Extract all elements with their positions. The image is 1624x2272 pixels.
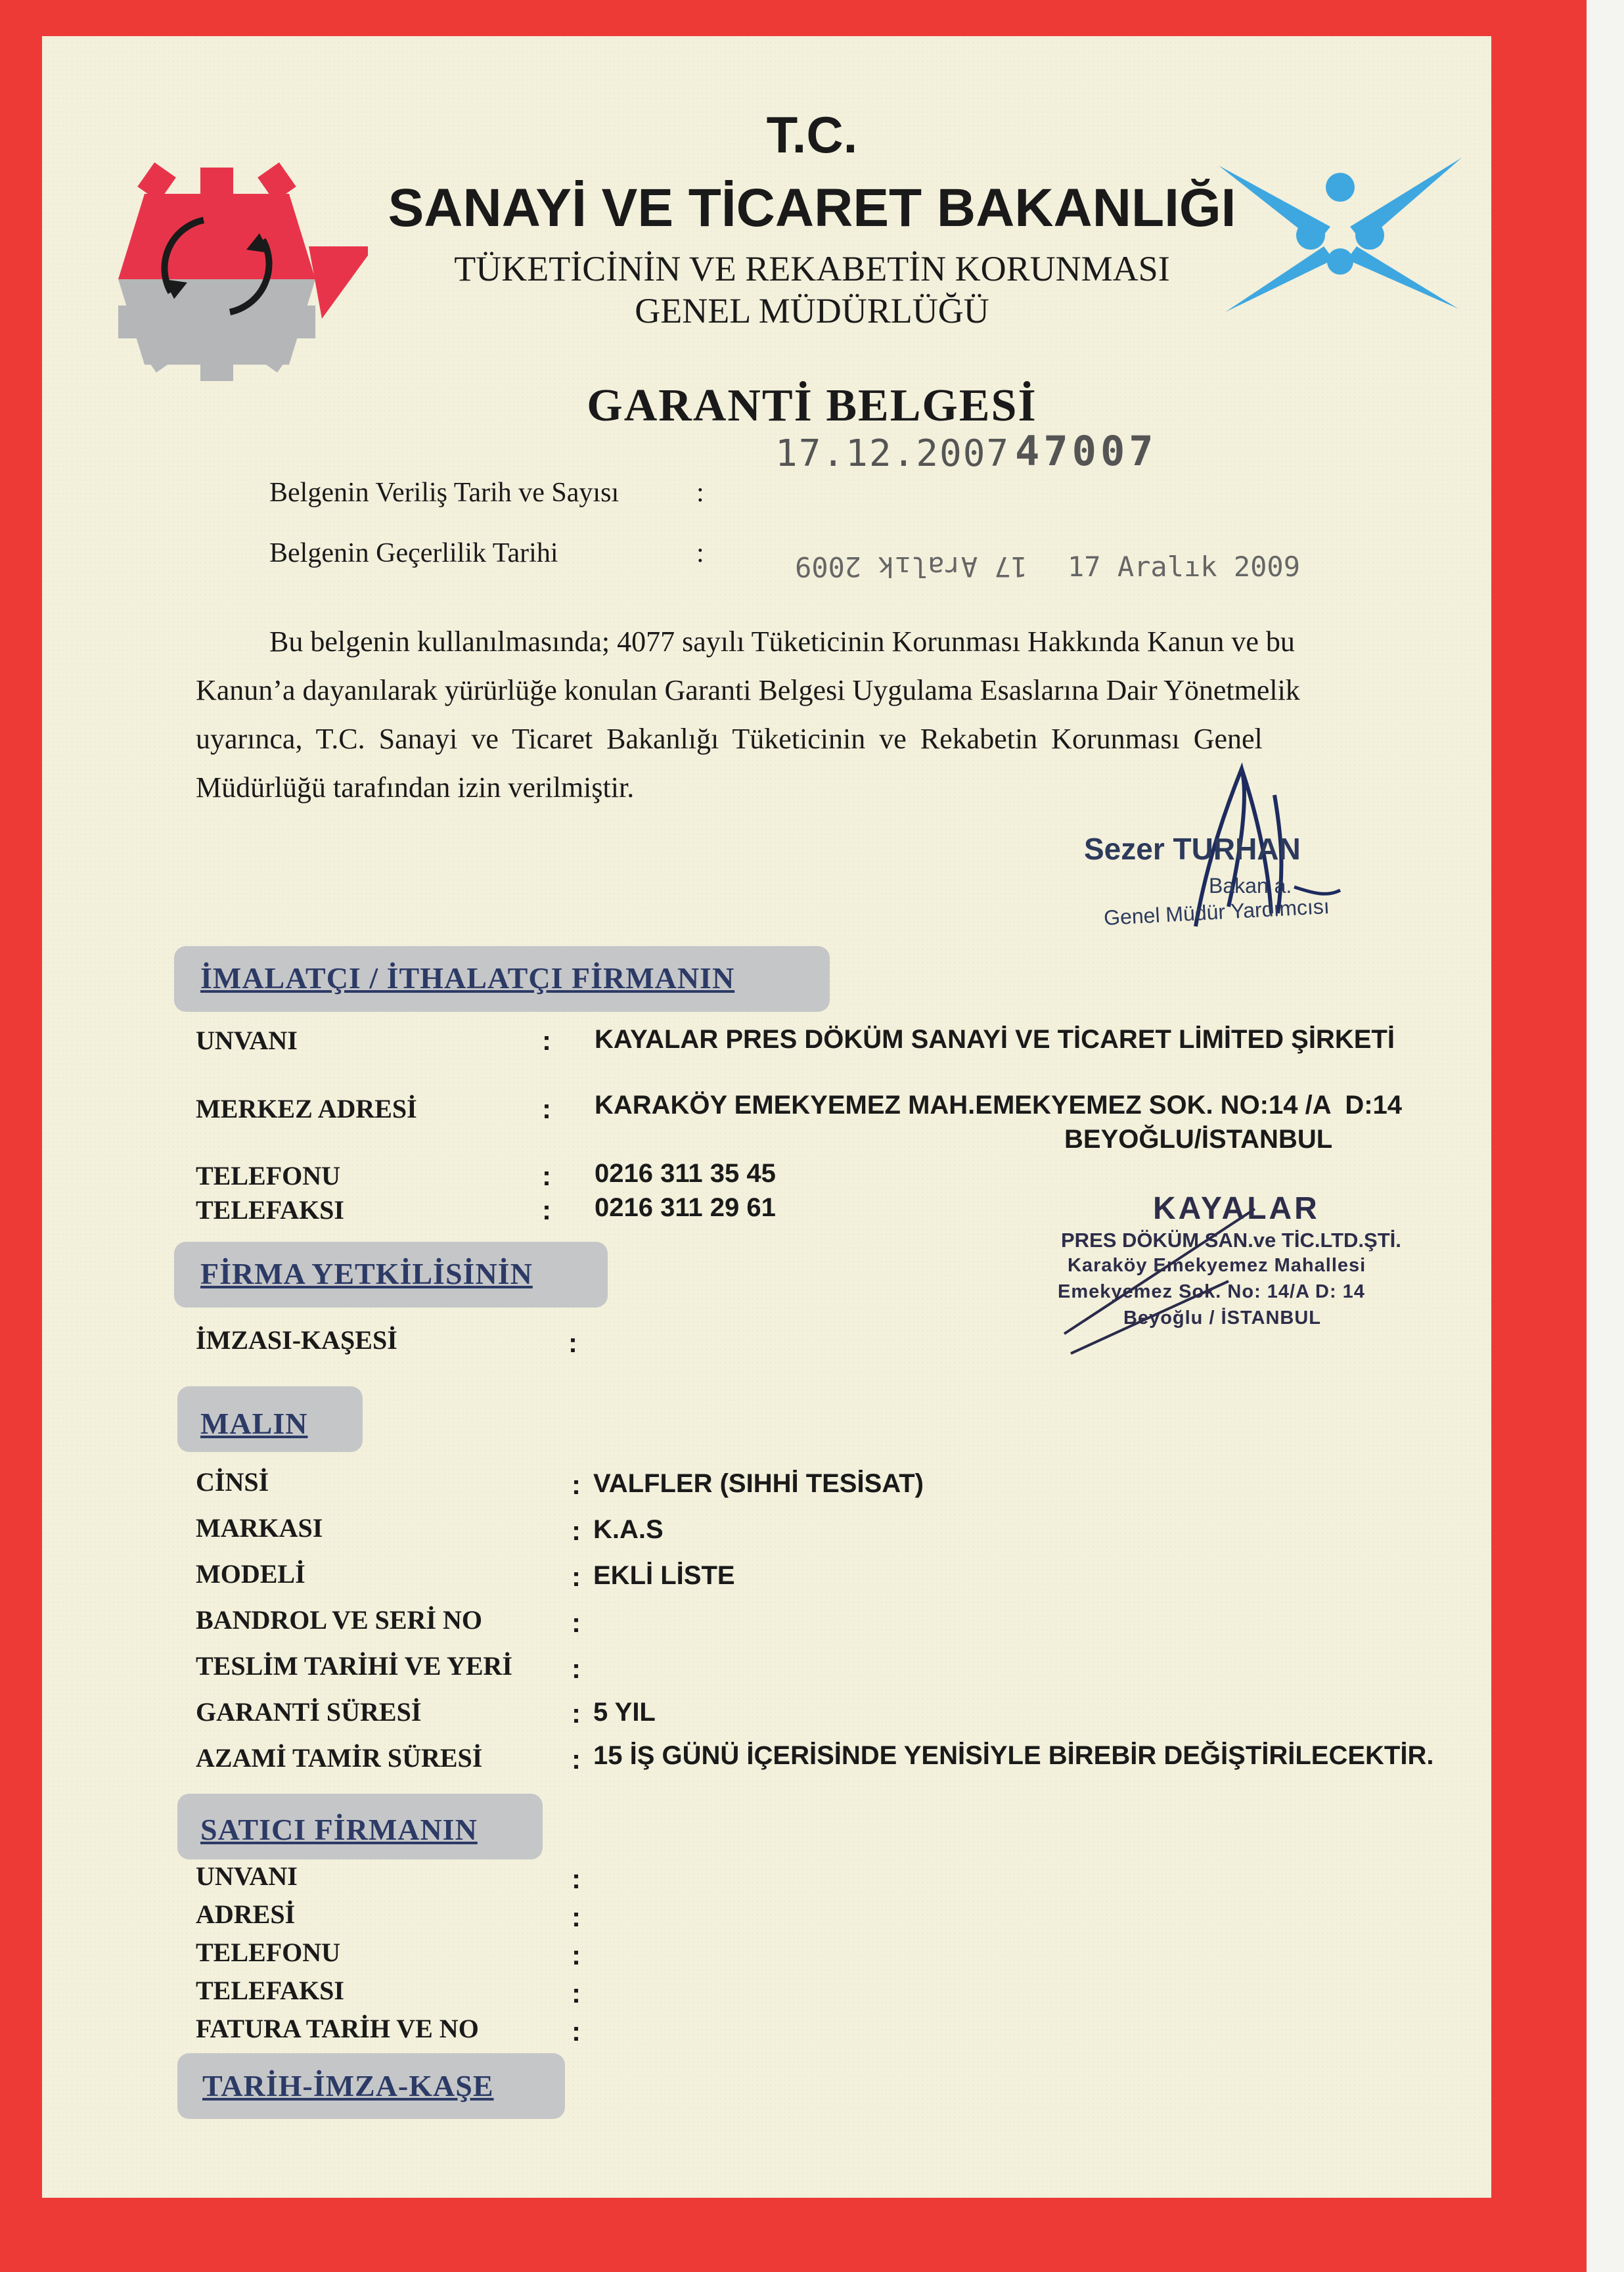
official-title-line3: Genel Müdür Yardımcısı [1103, 894, 1330, 930]
manufacturer-address-label: MERKEZ ADRESİ [196, 1094, 417, 1124]
official-title-line2: Bakan a. [1209, 874, 1292, 897]
product-delivery-colon: : [572, 1653, 581, 1684]
seller-invoice-label: FATURA TARİH VE NO [196, 2014, 479, 2043]
product-warranty-colon: : [572, 1698, 581, 1729]
seller-title-label: UNVANI [196, 1861, 298, 1891]
manufacturer-phone-value: 0216 311 35 45 [595, 1159, 776, 1188]
product-model-colon: : [572, 1561, 581, 1592]
body-line4: Müdürlüğü tarafından izin verilmiştir. [196, 771, 635, 804]
product-section-title: MALIN [200, 1407, 308, 1440]
document-title: GARANTİ BELGESİ [587, 380, 1037, 431]
seller-fax-label: TELEFAKSI [196, 1976, 344, 2005]
validity-stamp: 17 Aralık 2009 [1068, 551, 1301, 583]
product-warranty-label: GARANTİ SÜRESİ [196, 1697, 422, 1727]
validity-label: Belgenin Geçerlilik Tarihi [269, 538, 558, 568]
product-brand-value: K.A.S [593, 1515, 664, 1544]
product-brand-colon: : [572, 1515, 581, 1546]
footer-section-title: TARİH-İMZA-KAŞE [202, 2069, 494, 2102]
issue-label: Belgenin Veriliş Tarih ve Sayısı [269, 478, 620, 508]
directorate-line2: GENEL MÜDÜRLÜĞÜ [635, 291, 989, 330]
seller-phone-label: TELEFONU [196, 1938, 341, 1967]
stamp-company-name: KAYALAR [1153, 1191, 1320, 1226]
manufacturer-fax-colon: : [542, 1194, 551, 1225]
header-tc: T.C. [766, 106, 858, 164]
stamp-line2: PRES DÖKÜM SAN.ve TİC.LTD.ŞTİ. [1061, 1229, 1401, 1252]
manufacturer-title-colon: : [542, 1025, 551, 1056]
product-type-colon: : [572, 1469, 581, 1500]
official-name: Sezer TURHAN [1084, 832, 1301, 866]
manufacturer-address-value: KARAKÖY EMEKYEMEZ MAH.EMEKYEMEZ SOK. NO:14 /A D:14 [595, 1091, 1403, 1120]
manufacturer-fax-label: TELEFAKSI [196, 1195, 344, 1225]
product-brand-label: MARKASI [196, 1513, 323, 1543]
manufacturer-address-value2: BEYOĞLU/İSTANBUL [1064, 1125, 1333, 1154]
product-delivery-label: TESLİM TARİHİ VE YERİ [196, 1651, 512, 1681]
product-warranty-value: 5 YIL [593, 1698, 656, 1727]
body-line1: Bu belgenin kullanılmasında; 4077 sayılı Tüketicinin Korunması Hakkında Kanun ve bu [269, 625, 1295, 658]
product-repair-value: 15 İŞ GÜNÜ İÇERİSİNDE YENİSİYLE BİREBİR DEĞİŞTİRİLECEKTİR. [593, 1741, 1434, 1770]
seller-address-colon: : [572, 1901, 581, 1932]
stamp-line3: Karaköy Emekyemez Mahallesi [1068, 1255, 1366, 1276]
ministry-name: SANAYİ VE TİCARET BAKANLIĞI [388, 178, 1236, 238]
seller-address-label: ADRESİ [196, 1899, 296, 1929]
stamp-line4: Emekyemez Sok. No: 14/A D: 14 [1058, 1281, 1365, 1302]
product-model-value: EKLİ LİSTE [593, 1561, 735, 1590]
product-repair-label: AZAMİ TAMİR SÜRESİ [196, 1743, 483, 1773]
manufacturer-title-value: KAYALAR PRES DÖKÜM SANAYİ VE TİCARET LİMİTED ŞİRKETİ [595, 1025, 1395, 1054]
issue-number-stamp: 47007 [1015, 427, 1158, 475]
manufacturer-title-label: UNVANI [196, 1026, 298, 1055]
body-line2: Kanun’a dayanılarak yürürlüğe konulan Garanti Belgesi Uygulama Esaslarına Dair Yönetmelik [196, 674, 1300, 706]
authorized-section-title: FİRMA YETKİLİSİNİN [200, 1257, 533, 1290]
manufacturer-phone-colon: : [542, 1160, 551, 1191]
seller-phone-colon: : [572, 1940, 581, 1970]
manufacturer-fax-value: 0216 311 29 61 [595, 1193, 776, 1222]
body-line3: uyarınca, T.C. Sanayi ve Ticaret Bakanlığı Tüketicinin ve Rekabetin Korunması Genel [196, 723, 1263, 755]
product-repair-colon: : [572, 1744, 581, 1775]
manufacturer-address-colon: : [542, 1093, 551, 1124]
issue-date-stamp: 17.12.2007 [775, 432, 1010, 475]
directorate-line1: TÜKETİCİNİN VE REKABETİN KORUNMASI [454, 249, 1170, 288]
issue-colon: : [696, 478, 704, 508]
seller-invoice-colon: : [572, 2016, 581, 2047]
stamp-line5: Beyoğlu / İSTANBUL [1123, 1307, 1322, 1329]
product-serial-colon: : [572, 1607, 581, 1638]
validity-colon: : [696, 538, 704, 568]
seller-fax-colon: : [572, 1978, 581, 2009]
manufacturer-section-title: İMALATÇI / İTHALATÇI FİRMANIN [200, 961, 735, 995]
authorized-sign-label: İMZASI-KAŞESİ [196, 1325, 397, 1355]
authorized-sign-colon: : [568, 1327, 577, 1358]
manufacturer-phone-label: TELEFONU [196, 1161, 341, 1191]
product-type-label: CİNSİ [196, 1467, 269, 1497]
validity-stamp-inverted: 17 Aralık 2009 [795, 551, 1028, 583]
seller-title-colon: : [572, 1863, 581, 1894]
product-serial-label: BANDROL VE SERİ NO [196, 1605, 483, 1635]
product-type-value: VALFLER (SIHHİ TESİSAT) [593, 1469, 924, 1498]
scan-edge [1587, 0, 1624, 2272]
product-model-label: MODELİ [196, 1559, 305, 1589]
seller-section-title: SATICI FİRMANIN [200, 1813, 478, 1846]
